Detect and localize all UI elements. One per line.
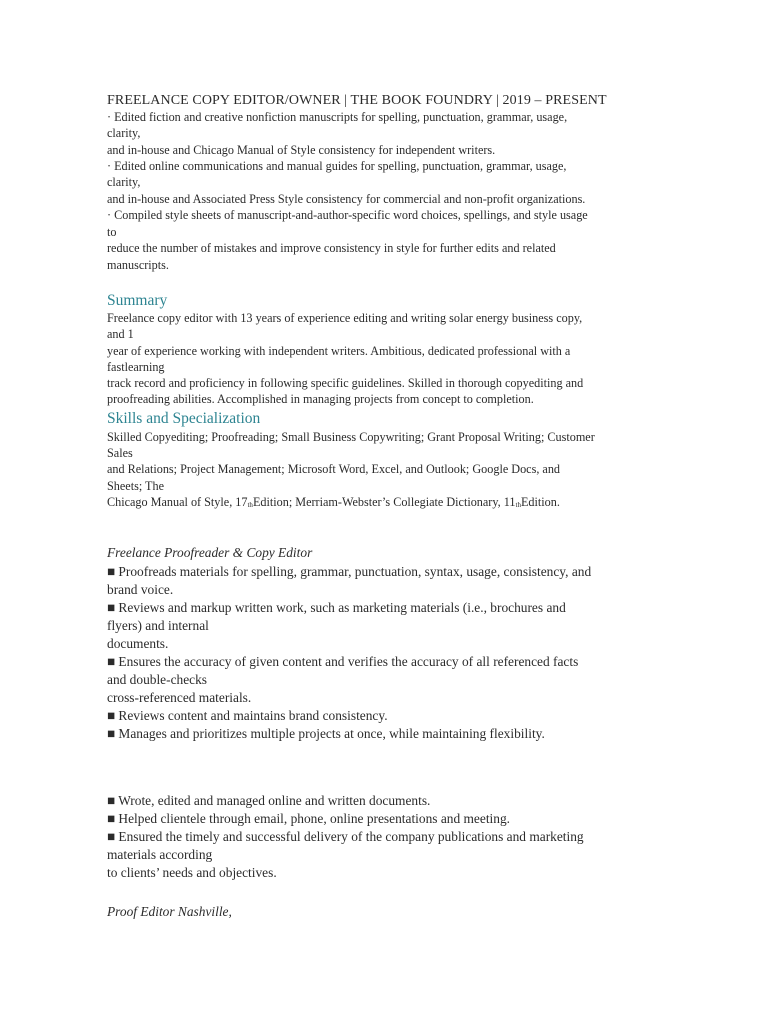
job-line: manuscripts. [107,258,169,272]
proofreader-title: Freelance Proofreader & Copy Editor [107,545,313,560]
proofreader-line: ■ Proofreads materials for spelling, grammar, punctuation, syntax, usage, consistency, and [107,564,592,579]
job-line: · Compiled style sheets of manuscript-and-author-specific word choices, spellings, and style usage [107,208,588,222]
second-list-line: ■ Helped clientele through email, phone, online presentations and meeting. [107,811,510,826]
skills-line: Sales [107,446,133,460]
proofreader-line: cross-referenced materials. [107,690,252,705]
proofreader-line: ■ Reviews content and maintains brand consistency. [107,708,388,723]
proofreader-line: brand voice. [107,582,174,597]
job-line: and in-house and Associated Press Style consistency for commercial and non-profit organizations. [107,192,586,206]
skills-line: and Relations; Project Management; Microsoft Word, Excel, and Outlook; Google Docs, and [107,462,561,476]
second-list-line: materials according [107,847,213,862]
proof-editor-title: Proof Editor Nashville, [107,904,232,919]
summary-line: year of experience working with independent writers. Ambitious, dedicated professional with a [107,344,571,358]
job-line: clarity, [107,175,141,189]
skills-line: Skilled Copyediting; Proofreading; Small Business Copywriting; Grant Proposal Writing; Customer [107,430,595,444]
second-list-line: to clients’ needs and objectives. [107,865,277,880]
summary-line: track record and proficiency in following specific guidelines. Skilled in thorough copyediting and [107,376,584,390]
proofreader-line: flyers) and internal [107,618,209,633]
proofreader-line: ■ Manages and prioritizes multiple projects at once, while maintaining flexibility. [107,726,545,741]
job-line: · Edited fiction and creative nonfiction manuscripts for spelling, punctuation, grammar, usage, [107,110,568,124]
job-line: and in-house and Chicago Manual of Style consistency for independent writers. [107,143,496,157]
skills-last-line: Chicago Manual of Style, $17_{th}Edition$; Merriam-Webster’s Collegiate Dictionary, $11_{th}Edition$. [107,495,560,509]
proofreader-line: and double-checks [107,672,208,687]
second-list-line: ■ Ensured the timely and successful delivery of the company publications and marketing [107,829,584,844]
job-line: clarity, [107,126,141,140]
summary-line: proofreading abilities. Accomplished in managing projects from concept to completion. [107,392,534,406]
job-line: · Edited online communications and manual guides for spelling, punctuation, grammar, usage, [107,159,567,173]
job-header: FREELANCE COPY EDITOR/OWNER | THE BOOK FOUNDRY | 2019 – PRESENT [107,93,607,108]
summary-line: fastlearning [107,360,165,374]
summary-heading: Summary [107,292,168,309]
job-line: reduce the number of mistakes and improve consistency in style for further edits and related [107,241,556,255]
second-list-line: ■ Wrote, edited and managed online and written documents. [107,793,431,808]
summary-line: and 1 [107,327,134,341]
skills-line: Sheets; The [107,479,164,493]
skills-heading: Skills and Specialization [107,410,261,427]
proofreader-line: documents. [107,636,169,651]
job-line: to [107,225,117,239]
proofreader-line: ■ Ensures the accuracy of given content and verifies the accuracy of all referenced facts [107,654,579,669]
summary-line: Freelance copy editor with 13 years of experience editing and writing solar energy business copy, [107,311,583,325]
proofreader-line: ■ Reviews and markup written work, such as marketing materials (i.e., brochures and [107,600,566,615]
